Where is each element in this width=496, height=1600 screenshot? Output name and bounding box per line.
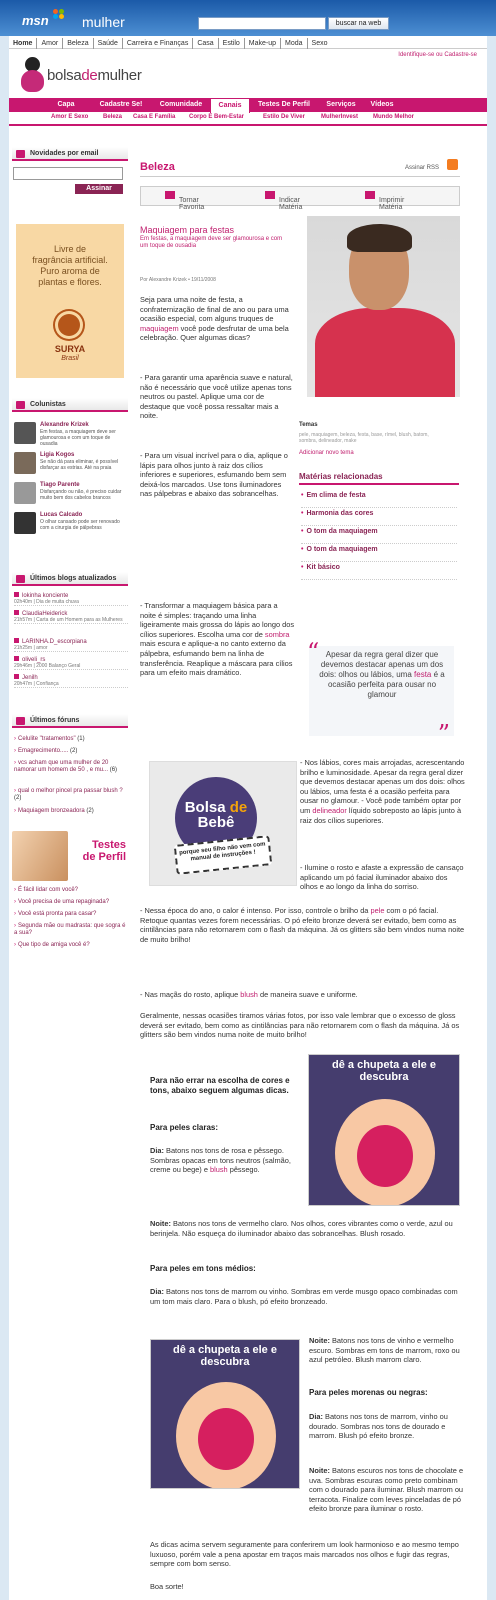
d3-text: Batons nos tons de marrom, vinho ou dourado. Sombras nos tons de dourado e marrom. Blush pó efeito bronze.: [309, 1412, 448, 1441]
bullet-icon: ›: [14, 887, 16, 893]
blog-meta: 02h40m | Dia de muita chuva: [14, 599, 79, 605]
related-item[interactable]: [301, 544, 457, 562]
dia-label: Dia:: [150, 1146, 164, 1155]
logo-suffix: mulher: [97, 67, 142, 84]
forum-item[interactable]: [14, 736, 128, 743]
bullet-icon: •: [301, 546, 304, 553]
topnav-saude[interactable]: Saúde: [94, 38, 123, 49]
article-paragraph: [309, 1412, 465, 1441]
forum-item[interactable]: [14, 760, 128, 774]
quote-close-icon: ”: [437, 720, 450, 748]
avatar: [14, 452, 36, 474]
subnav-beleza[interactable]: Beleza: [103, 114, 123, 120]
colunista-name[interactable]: Lucas Calcado: [40, 512, 83, 518]
subnav-casa[interactable]: Casa E Família: [133, 114, 176, 120]
temas-list[interactable]: pele, maquiagem, beleza, festa, base, rímel, blush, batom, sombra, delineador, make: [299, 432, 429, 444]
colunista-text: Disfarçando ou não, é preciso cuidar muito bem dos cabelos brancos: [40, 489, 122, 501]
topnav-beleza[interactable]: Beleza: [63, 38, 93, 49]
teste-text: Que tipo de amiga você é?: [18, 942, 90, 948]
article-paragraph: - Para um visual incrível para o dia, aplique o lápis para olhos junto à raiz dos cílios inferiores e superiores, esfumando bem sem deixá-los marcados. Use tons iluminadores nas pálpebras e abaixo das sobrancelhas.: [140, 451, 288, 499]
blog-meta: 29h46m | 2000 Balanço Geral: [14, 663, 81, 669]
teste-item[interactable]: [14, 942, 128, 949]
blogs-header: [12, 572, 128, 586]
colunista-item[interactable]: [14, 452, 128, 478]
dia-label: Dia:: [309, 1412, 323, 1421]
sombra-link[interactable]: sombra: [264, 629, 290, 639]
testes-title-line2: de Perfil: [82, 851, 126, 863]
photo-shirt: [315, 308, 455, 397]
blog-name[interactable]: [14, 638, 87, 645]
blog-item[interactable]: [14, 592, 128, 606]
article-tools: [140, 186, 460, 211]
noite-label: Noite:: [309, 1336, 330, 1345]
topnav-amor[interactable]: Amor: [37, 38, 63, 49]
teste-text: É fácil lidar com você?: [18, 887, 79, 893]
favorite-label: Tornar Favorita: [179, 197, 205, 211]
mainnav-videos[interactable]: Vídeos: [370, 101, 394, 108]
newsletter-email-input[interactable]: [13, 167, 123, 180]
avatar: [14, 422, 36, 444]
topnav-casa[interactable]: Casa: [193, 38, 218, 49]
related-text: Kit básico: [306, 564, 340, 571]
printer-icon: [365, 191, 375, 199]
bullet-icon: •: [301, 528, 304, 535]
site-logo[interactable]: [11, 52, 171, 96]
blog-meta: 21h25m | amor: [14, 645, 48, 651]
envelope-icon: [265, 191, 275, 199]
mainnav-cadastre[interactable]: Cadastre Se!: [99, 101, 143, 108]
n1-text: Batons nos tons de vermelho claro. Nos olhos, cores vibrantes como o verde, azul ou berinjela. Não esqueça do iluminador abaixo das sobrancelhas. Blush rosado.: [150, 1219, 453, 1238]
article-byline: Por Alexandre Krizek • 19/11/2008: [140, 277, 216, 283]
newsletter-header: [12, 147, 128, 161]
subnav-amor[interactable]: Amor E Sexo: [51, 114, 89, 120]
bebe-t2: de: [229, 799, 248, 816]
chupeta-ad[interactable]: [150, 1339, 300, 1489]
bullet-icon: [14, 610, 19, 615]
p1-text: Seja para uma noite de festa, a confraternização de final de ano ou para uma ocasião especial, com alguns truques de: [140, 295, 289, 324]
article-paragraph: [140, 295, 295, 343]
login-links[interactable]: Identifique-se ou Cadastre-se: [398, 52, 477, 58]
ad-line4: plantas e flores.: [38, 277, 102, 287]
ad-brand: SURYA: [54, 344, 86, 354]
related-text: O tom da maquiagem: [306, 546, 378, 553]
blog-name-text: LARINHA.D_escorpiana: [22, 639, 87, 645]
colunista-item[interactable]: [14, 422, 128, 448]
mainnav-canais[interactable]: Canais: [210, 98, 250, 113]
rss-subscribe-link[interactable]: [405, 165, 439, 171]
related-item[interactable]: [301, 562, 457, 580]
rss-subscribe-text: Assinar RSS: [405, 165, 440, 171]
bebe-tagline: porque seu filho não vem com manual de instruções !: [174, 835, 273, 875]
article-paragraph: Geralmente, nessas ocasiões tiramos várias fotos, por isso vale lembrar que o excesso de gloss deverá ser evitado, bem como as cintilâncias para não retornarem com o flash da máquina. Já os glitters são bem vindos numa noite de muito brilho!: [140, 1011, 460, 1040]
forum-text: Celulite "tratamentos": [18, 736, 76, 742]
p7-text-end: com o pó facial. Retoque quantas vezes forem necessárias. O pó efeito bronze deverá ser evitado, bem como as cintilâncias para não retornarem com o flash da máquina. Já os glitters são bem vindos numa noite de muito brilho!: [140, 906, 465, 944]
baby-mouth-icon: [357, 1125, 413, 1187]
mainnav-testes[interactable]: Testes De Perfil: [257, 101, 310, 108]
search-button[interactable]: buscar na web: [328, 17, 389, 30]
pele-link[interactable]: pele: [370, 906, 385, 915]
bullet-icon: •: [301, 510, 304, 517]
subnav-estilo[interactable]: Estilo De Viver: [263, 114, 305, 120]
p5-text: - Nos lábios, cores mais arrojadas, acrescentando brilho e luminosidade. Apesar da regra geral dizer que devemos destacar apenas um dos dois: olhos ou lábios, uma festa é a ocasião perfeita para ousar no glamour. - Você pode também optar por um: [300, 758, 465, 815]
forum-text: Maquiagem bronzeadora: [18, 808, 85, 814]
forums-header: [12, 714, 128, 728]
bullet-icon: ›: [14, 788, 16, 794]
article-paragraph: [150, 1219, 465, 1238]
d2-text: Batons nos tons de marrom ou vinho. Sombras em verde musgo opaco combinadas com um tom mais claro. Para o blush, pó efeito bronzeado.: [150, 1287, 458, 1306]
ad-line2: fragrância artificial.: [32, 255, 108, 265]
avatar: [14, 512, 36, 534]
p5-text-end: líquido sobreposto ao lápis junto à raiz dos cílios superiores.: [300, 805, 462, 825]
testes-banner[interactable]: [12, 831, 128, 881]
subheading-medios: Para peles em tons médios:: [150, 1264, 256, 1273]
main-nav: [9, 98, 487, 112]
envelope-icon: [16, 150, 25, 158]
article-closing: Boa sorte!: [150, 1582, 184, 1591]
teste-text: Você está pronta para casar?: [18, 911, 97, 917]
photo-hair: [347, 224, 412, 252]
blog-item[interactable]: [14, 610, 128, 624]
colunista-name[interactable]: Alexandre Krizek: [40, 422, 89, 428]
bolsa-de-bebe-ad[interactable]: [149, 761, 297, 886]
article-paragraph: [140, 990, 465, 1000]
bebe-logo-text: [150, 800, 282, 830]
mainnav-capa[interactable]: Capa: [57, 101, 75, 108]
logo-mid: de: [81, 67, 98, 84]
chupeta-ad[interactable]: [308, 1054, 460, 1206]
blog-name-text: lokinha konciente: [22, 593, 69, 599]
forum-count: (2): [14, 795, 22, 801]
recommend-label: Indicar Matéria: [279, 197, 303, 211]
forum-text: vcs acham que uma mulher de 20 namorar um homem de 50 , e mu...: [14, 760, 109, 773]
blog-name-text: Jenilh: [22, 675, 38, 681]
testes-banner-title: [74, 839, 126, 863]
delineador-link[interactable]: delineador: [312, 805, 347, 815]
article-paragraph: [309, 1336, 465, 1365]
forum-count: (1): [77, 736, 85, 742]
article-paragraph: [150, 1146, 302, 1175]
colunista-text: Em festas, a maquiagem deve ser glamourosa e com um toque de ousadia: [40, 429, 116, 447]
p8-text: - Nas maçãs do rosto, aplique: [140, 990, 241, 999]
pen-icon: [16, 401, 25, 409]
blog-meta: 21h57m | Carta de um Homem para as Mulheres: [14, 617, 123, 623]
p4-text-end: mais escura e aplique-a no canto externo da pálpebra, esfumando bem na linha de transferência. Reaplique a máscara para cílios para um efeito mais dramático.: [140, 639, 293, 678]
chupeta-title: dê a chupeta a ele e descubra: [332, 1059, 436, 1083]
bullet-icon: ›: [14, 808, 16, 814]
tips-heading: Para não errar na escolha de cores e tons, abaixo seguem algumas dicas.: [150, 1076, 290, 1095]
forum-item[interactable]: [14, 748, 128, 755]
print-label: Imprimir Matéria: [379, 197, 405, 211]
topnav-estilo[interactable]: Estilo: [219, 38, 245, 49]
bullet-icon: ›: [14, 899, 16, 905]
topnav-moda[interactable]: Moda: [281, 38, 308, 49]
logo-dress-shape: [21, 70, 44, 92]
colunista-item[interactable]: [14, 482, 128, 508]
topnav-home[interactable]: Home: [9, 38, 37, 49]
bullet-icon: [14, 656, 19, 661]
colunista-text: Se não dá para eliminar, é possível disfarçar as estrias. Até na praia: [40, 459, 119, 471]
ad-copy: [16, 244, 124, 288]
colunista-name[interactable]: Ligia Kogos: [40, 452, 75, 458]
bullet-icon: •: [301, 564, 304, 571]
bullet-icon: ›: [14, 736, 16, 742]
blog-item[interactable]: [14, 638, 128, 652]
teste-text: Você precisa de uma repaginada?: [18, 899, 110, 905]
forum-item[interactable]: [14, 808, 128, 815]
article-paragraph: As dicas acima servem seguramente para conferirem um look harmonioso e ao mesmo tempo luxuoso, porém vale a pena apostar em traços mais marcados nos olhos e fugir das regras, sempre com bom senso.: [150, 1540, 459, 1569]
related-item[interactable]: [301, 490, 457, 508]
ad-line1: Livre de: [53, 244, 87, 254]
related-item[interactable]: [301, 526, 457, 544]
bullet-icon: ›: [14, 923, 16, 929]
logo-text: [47, 67, 142, 84]
related-text: Em clima de festa: [306, 492, 366, 499]
teste-item[interactable]: [14, 887, 128, 894]
teste-item[interactable]: [14, 911, 128, 918]
colunista-name[interactable]: Tiago Parente: [40, 482, 80, 488]
related-text: O tom da maquiagem: [306, 528, 378, 535]
ad-line3: Puro aroma de: [40, 266, 100, 276]
blog-name[interactable]: [14, 592, 68, 599]
butterfly-icon: [53, 9, 66, 20]
mainnav-servicos[interactable]: Serviços: [326, 101, 356, 108]
forum-text: qual o melhor pincel pra passar blush ?: [18, 788, 123, 794]
blog-name[interactable]: [14, 656, 45, 663]
blog-item[interactable]: [14, 674, 128, 688]
baby-mouth-icon: [198, 1408, 254, 1470]
article-title: Maquiagem para festas: [140, 225, 235, 235]
forum-icon: [16, 717, 25, 725]
surya-ad-banner[interactable]: [16, 224, 124, 378]
bullet-icon: ›: [14, 942, 16, 948]
bullet-icon: ›: [14, 911, 16, 917]
divider: [140, 176, 460, 177]
testes-title-line1: Testes: [91, 839, 126, 851]
bebe-t1: Bolsa: [184, 799, 226, 816]
blogs-title: Últimos blogs atualizados: [30, 575, 117, 582]
article-paragraph: [140, 601, 295, 678]
p1-text-end: você pode desfrutar de uma bela celebração. Quer algumas dicas?: [140, 323, 289, 343]
subheading-claras: Para peles claras:: [150, 1123, 219, 1132]
newsletter-title: Novidades por email: [30, 150, 99, 157]
quote-text-end: é a ocasião perfeita para ousar no glamour: [327, 670, 445, 699]
blog-item[interactable]: [14, 656, 128, 670]
blog-icon: [16, 575, 25, 583]
author-photo: [307, 216, 460, 397]
noite-label: Noite:: [309, 1466, 330, 1475]
colunistas-title: Colunistas: [30, 401, 66, 408]
p8-text-end: de maneira suave e uniforme.: [257, 990, 358, 999]
blush-link[interactable]: blush: [240, 990, 258, 999]
forum-text: Emagrecimento.....: [18, 748, 69, 754]
bullet-icon: •: [301, 492, 304, 499]
p4-text: - Transformar a maquiagem básica para a noite é simples: traçando uma linha ligeiramente mais grossa do lápis ao longo dos cílios superiores. Escolha uma cor de: [140, 601, 295, 639]
forum-count: (2): [70, 748, 78, 754]
bullet-icon: ›: [14, 748, 16, 754]
forum-count: (6): [109, 767, 118, 773]
topnav-carreira[interactable]: Carreira e Finanças: [123, 38, 193, 49]
subnav-corpo[interactable]: Corpo E Bem-Estar: [189, 114, 245, 120]
bullet-icon: ›: [14, 760, 16, 766]
quote-text: [317, 650, 447, 700]
bullet-icon: [14, 592, 19, 597]
related-text: Harmonia das cores: [306, 510, 374, 517]
forum-item[interactable]: [14, 788, 128, 802]
page-container: [9, 36, 487, 1600]
colunistas-header: [12, 398, 128, 412]
quote-text-start: Apesar da regra geral dizer que devemos destacar apenas um dos dois: olhos ou lábios, uma: [319, 650, 444, 679]
quote-open-icon: “: [307, 638, 320, 666]
divider: [299, 483, 459, 485]
d1-text: Batons nos tons de rosa e pêssego. Sombras opacas em tons neutros (salmão, creme ou bege) e: [150, 1146, 291, 1175]
n3-text-start: Batons escuros nos tons de chocolate e uva. Sombras escuras como preto combinam com o dourado para iluminar. Blush marrom ou terracota. Finalize com leves pinceladas de pó efeito bronze para iluminar o rosto.: [309, 1466, 464, 1514]
forums-title: Últimos fóruns: [30, 717, 80, 724]
smiling-woman-photo: [12, 831, 68, 881]
blog-name-text: ClaudiaHeiderick: [22, 611, 68, 617]
topnav-makeup[interactable]: Make-up: [245, 38, 281, 49]
article-paragraph: [140, 906, 465, 944]
add-tema-link[interactable]: Adicionar novo tema: [299, 450, 354, 456]
pull-quote: [307, 638, 454, 748]
subnav-mundo[interactable]: Mundo Melhor: [373, 114, 414, 120]
article-subtitle: Em festas, a maquiagem deve ser glamourosa e com um toque de ousadia: [140, 236, 283, 249]
article-paragraph: - Ilumine o rosto e afaste a expressão de cansaço aplicando um pó facial iluminador abaixo dos olhos e ao longo da linha do sorriso.: [300, 863, 464, 892]
star-icon: [165, 191, 175, 199]
bebe-t3: Bebê: [197, 814, 235, 831]
section-title: Beleza: [140, 161, 175, 173]
related-title: Matérias relacionadas: [299, 472, 383, 481]
subheading-morenas: Para peles morenas ou negras:: [309, 1388, 428, 1397]
sub-nav: [9, 112, 487, 126]
article-paragraph: - Para garantir uma aparência suave e natural, não é necessário que você utilize apenas tons neutros ou pastel. Aplique uma cor de destaque que você possa ressaltar mais a noite.: [140, 373, 293, 421]
teste-item[interactable]: [14, 923, 128, 937]
d1-text-end: pêssego.: [227, 1165, 260, 1175]
bullet-icon: [14, 638, 19, 643]
top-nav: [9, 38, 487, 49]
p7-text: - Nessa época do ano, o calor é intenso. Por isso, controle o brilho da: [140, 906, 371, 915]
colunista-item[interactable]: [14, 512, 128, 538]
temas-title: Temas: [299, 422, 318, 428]
article-paragraph: [300, 758, 465, 825]
blog-name[interactable]: [14, 610, 67, 617]
section-name: mulher: [82, 14, 125, 30]
article-paragraph: [150, 1287, 465, 1306]
blog-meta: 20h47m | Confiança: [14, 681, 59, 687]
msn-logo[interactable]: msn: [22, 13, 49, 28]
teste-item[interactable]: [14, 899, 128, 906]
maquiagem-link[interactable]: maquiagem: [140, 323, 179, 333]
forum-count: (2): [86, 808, 94, 814]
newsletter-subscribe-button[interactable]: Assinar: [75, 184, 123, 194]
msn-header-bar: [0, 0, 496, 36]
noite-label: Noite:: [150, 1219, 171, 1228]
teste-text: Segunda mãe ou madrasta: que sogra é a sua?: [14, 923, 126, 936]
avatar: [14, 482, 36, 504]
colunista-text: O olhar cansado pode ser renovado com a cirurgia de pálpebras: [40, 519, 120, 531]
mainnav-comunidade[interactable]: Comunidade: [159, 101, 203, 108]
topnav-sexo[interactable]: Sexo: [311, 40, 328, 47]
blog-name-text: oliveli_rs: [22, 657, 46, 663]
sun-logo-icon: [58, 314, 80, 336]
festa-link[interactable]: festa: [414, 670, 432, 679]
related-item[interactable]: [301, 508, 457, 526]
rss-icon: [447, 159, 458, 170]
search-input[interactable]: [198, 17, 326, 30]
dia-label: Dia:: [150, 1287, 164, 1296]
blog-name[interactable]: [14, 674, 38, 681]
subnav-mulherinvest[interactable]: MulherInvest: [321, 114, 359, 120]
ad-brand-country: Brasil: [61, 355, 79, 362]
n2-text: Batons nos tons de vinho e vermelho escuro. Sombras em tons de marrom, roxo ou azul petróleo. Blush marrom claro.: [309, 1336, 460, 1365]
chupeta-title: dê a chupeta a ele e descubra: [173, 1344, 277, 1368]
bullet-icon: [14, 674, 19, 679]
logo-prefix: bolsa: [47, 67, 82, 84]
blush-link[interactable]: blush: [209, 1165, 228, 1175]
article-paragraph: [309, 1466, 465, 1514]
